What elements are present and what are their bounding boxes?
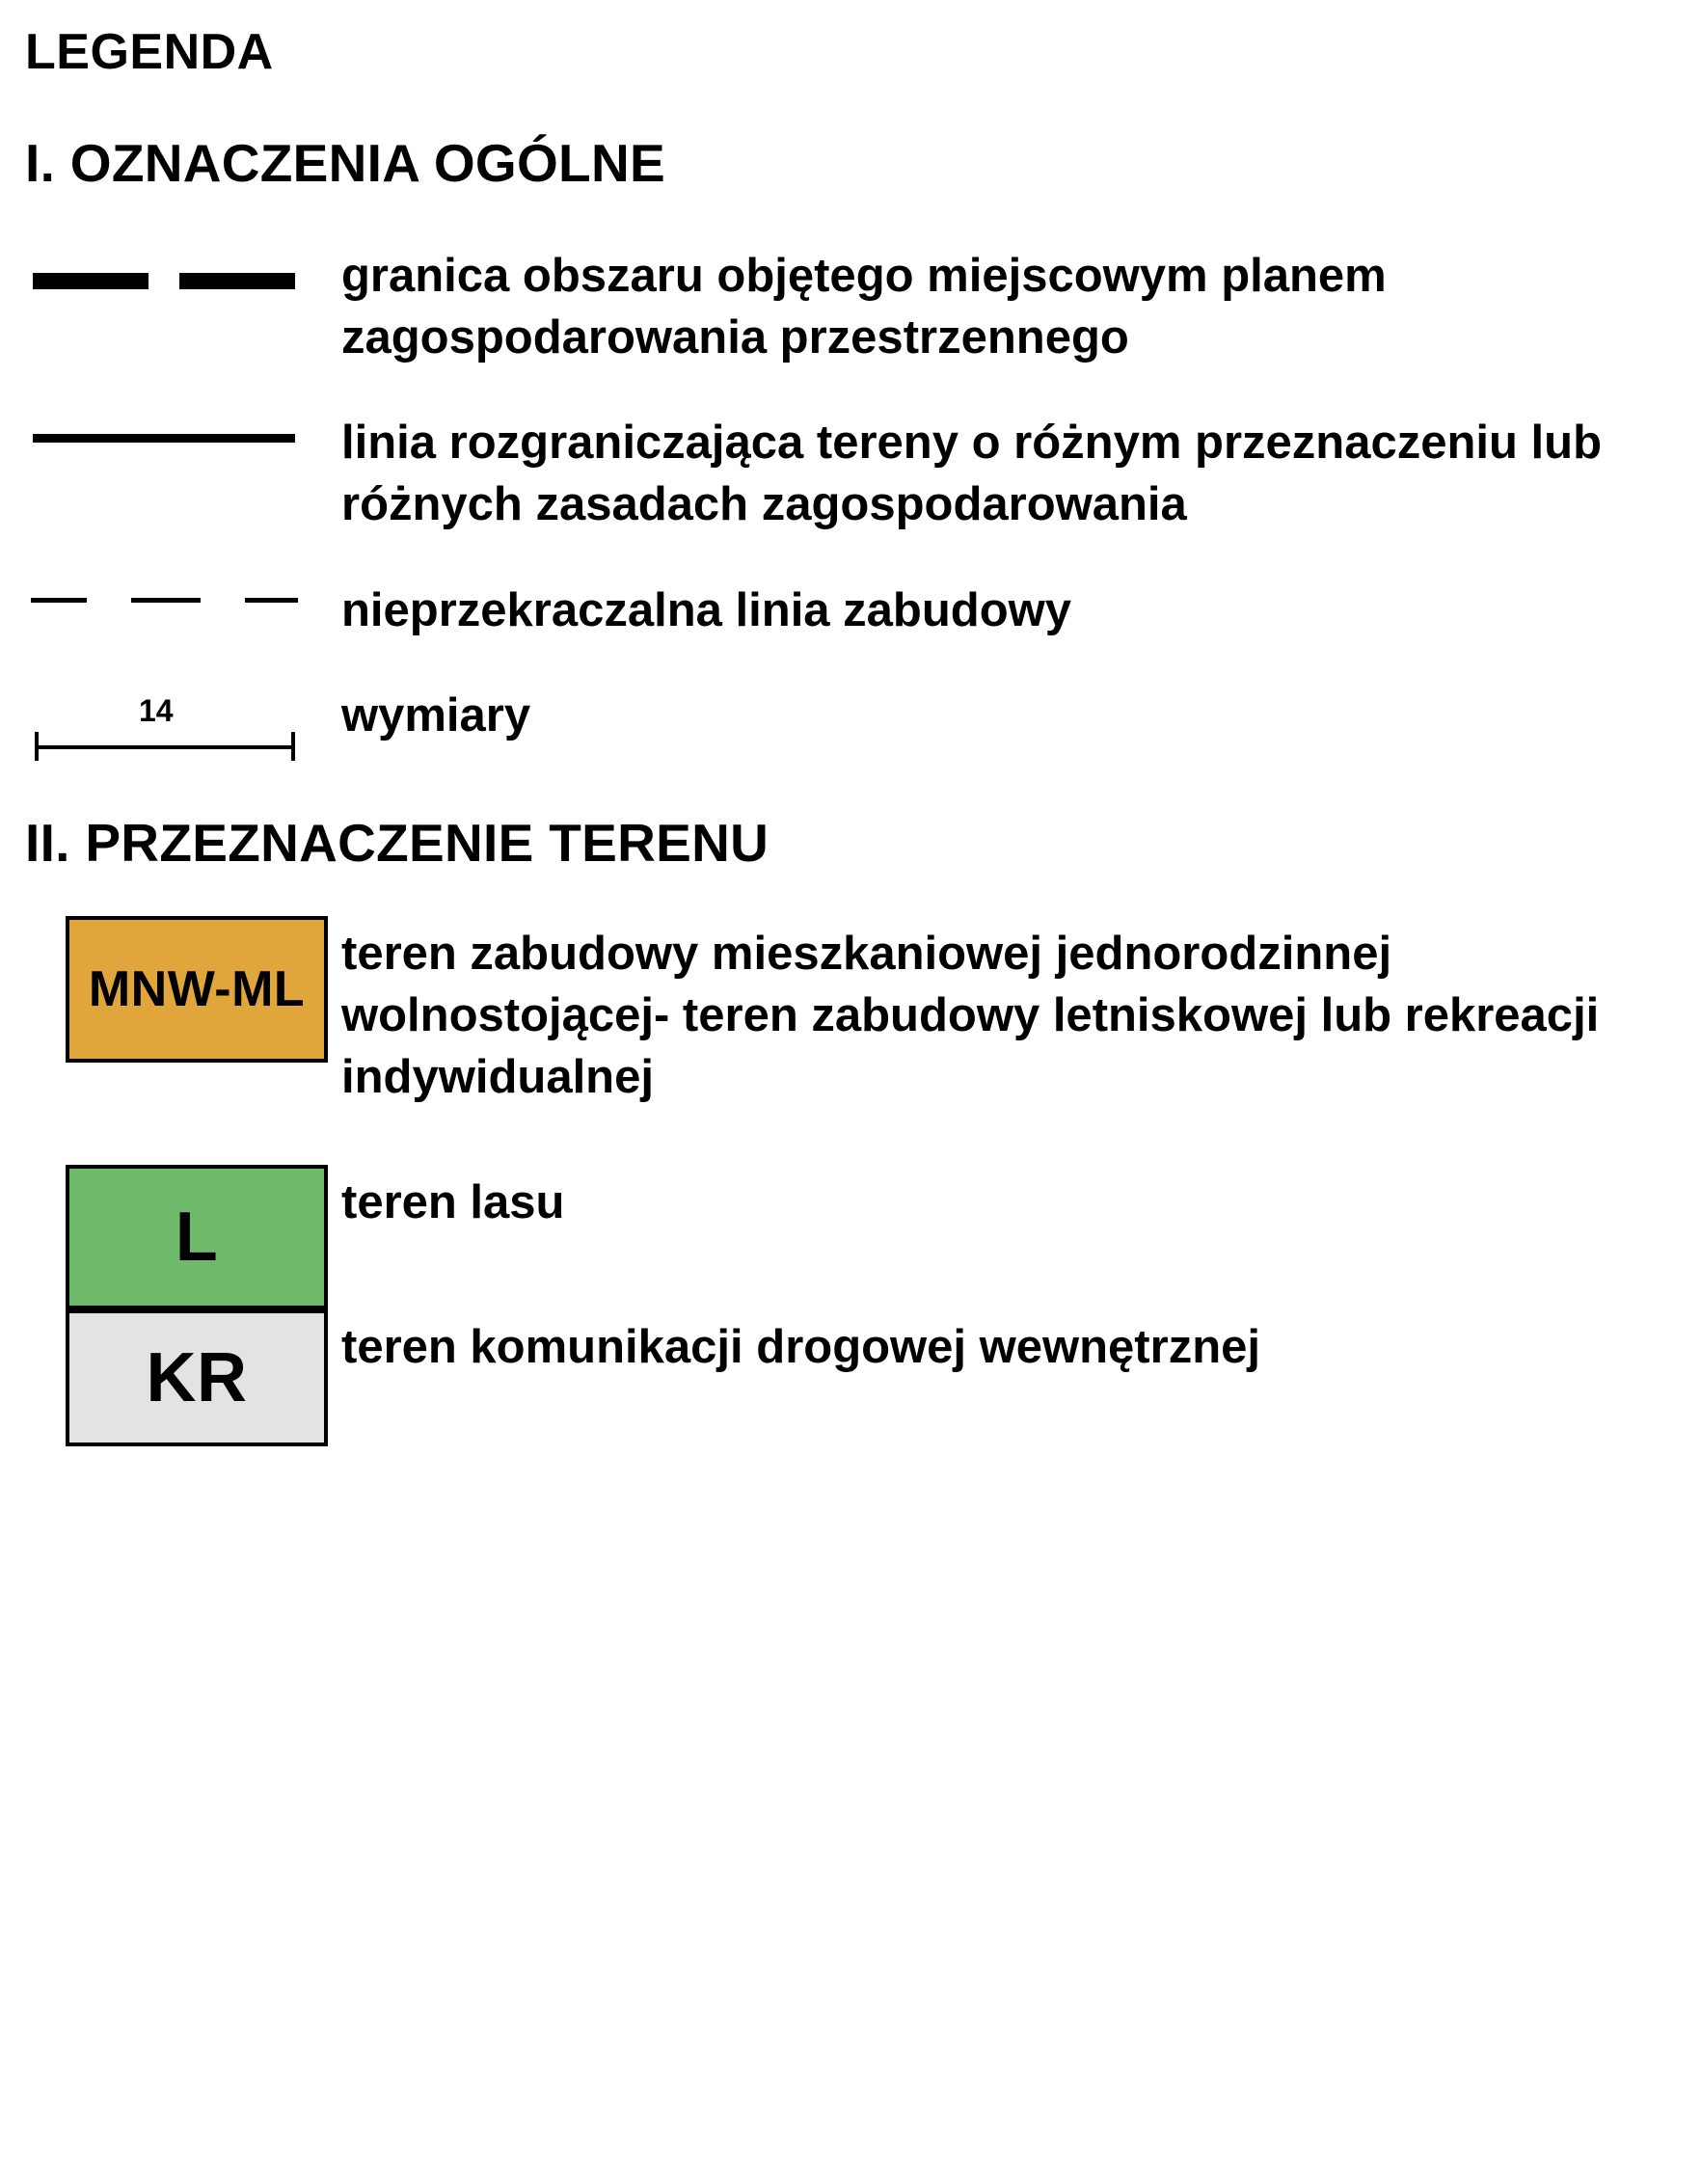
section-heading-general: I. OZNACZENIA OGÓLNE: [25, 133, 665, 193]
swatch-code: L: [175, 1198, 219, 1276]
solid-line-icon: [25, 418, 314, 457]
legend-entry-label: linia rozgraniczająca tereny o różnym przeznaczeniu lub różnych zasadach zagospodarowania: [341, 417, 1603, 531]
legend-entry-label: granica obszaru objętego miejscowym planem zagospodarowania przestrzennego: [341, 250, 1387, 364]
swatch-code: MNW-ML: [88, 961, 306, 1018]
symbol-cell: [25, 1165, 334, 1309]
dashed-line-icon: [25, 586, 314, 615]
swatch-mnw-ml: [66, 916, 328, 1063]
plan-boundary-line-icon: [25, 252, 314, 310]
legend-entry-label: wymiary: [341, 689, 531, 742]
symbol-cell: [25, 686, 334, 767]
symbol-cell: [25, 1309, 334, 1446]
swatch-l: [66, 1165, 328, 1309]
legend-entry-label: teren lasu: [341, 1175, 565, 1228]
legend-entry-dividing-line: [25, 413, 1701, 535]
legend-title: LEGENDA: [25, 24, 274, 80]
legend-entry-label: teren komunikacji drogowej wewnętrznej: [341, 1320, 1260, 1373]
legend-entry-forest: [25, 1165, 1701, 1309]
dimension-line-icon: [25, 691, 314, 767]
swatch-code: KR: [146, 1338, 248, 1416]
dimension-value: 14: [139, 693, 174, 729]
legend-entry-internal-road: [25, 1309, 1701, 1446]
symbol-cell: [25, 413, 334, 457]
legend-entry-label: teren zabudowy mieszkaniowej jednorodzinnej wolnostojącej- teren zabudowy letniskowej lub rekreacji indywidualnej: [341, 928, 1600, 1103]
swatch-kr: [66, 1309, 328, 1446]
legend-entry-dimensions: [25, 686, 1701, 767]
symbol-cell: [25, 916, 334, 1063]
section-heading-land-use: II. PRZEZNACZENIE TERENU: [25, 813, 770, 874]
legend-entry-plan-boundary: [25, 246, 1701, 368]
legend-entry-building-line: [25, 580, 1701, 642]
legend-entry-label: nieprzekraczalna linia zabudowy: [341, 583, 1072, 636]
symbol-cell: [25, 580, 334, 615]
symbol-cell: [25, 246, 334, 310]
legend-entry-mnw-ml: [25, 916, 1701, 1108]
